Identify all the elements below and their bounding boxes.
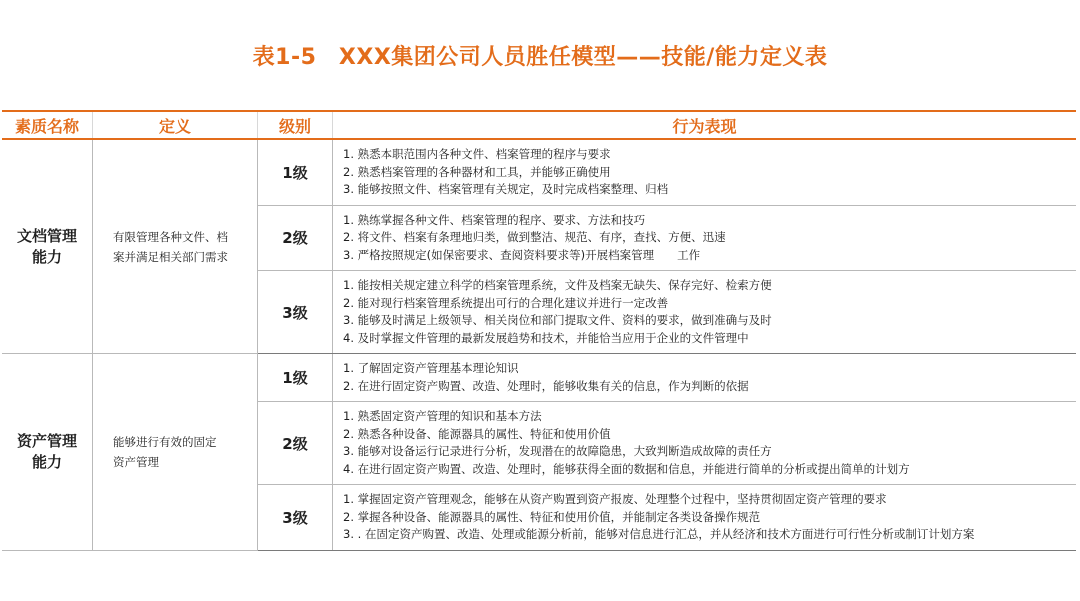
behavior-cell (333, 485, 1077, 551)
header-level: 级别 (258, 111, 333, 139)
competency-definition (93, 354, 258, 551)
definition-line: 能够进行有效的固定 (113, 434, 217, 449)
table-row (2, 354, 1076, 402)
behavior-item: 2. 能对现行档案管理系统提出可行的合理化建议并进行一定改善 (343, 295, 669, 310)
behavior-item: 4. 及时掌握文件管理的最新发展趋势和技术，并能恰当应用于企业的文件管理中 (343, 330, 749, 345)
competency-table (2, 110, 1076, 551)
behavior-cell (333, 205, 1077, 271)
behavior-item: 1. 熟悉本职范围内各种文件、档案管理的程序与要求 (343, 147, 611, 161)
behavior-item: 2. 掌握各种设备、能源器具的属性、特征和使用价值，并能制定各类设备操作规范 (343, 509, 761, 524)
table-header-row (2, 111, 1076, 139)
behavior-item: 1. 熟练掌握各种文件、档案管理的程序、要求、方法和技巧 (343, 212, 646, 227)
level-cell: 2级 (258, 205, 333, 271)
level-cell: 2级 (258, 402, 333, 485)
level-cell: 3级 (258, 271, 333, 354)
competency-name-line: 文档管理 (16, 226, 77, 245)
definition-line: 有限管理各种文件、档 (113, 229, 228, 244)
behavior-item: 1. 熟悉固定资产管理的知识和基本方法 (343, 409, 542, 423)
page-title: 表1-5 XXX集团公司人员胜任模型——技能/能力定义表 (252, 45, 828, 70)
behavior-item: 2. 熟悉各种设备、能源器具的属性、特征和使用价值 (343, 426, 611, 441)
behavior-item: 1. 了解固定资产管理基本理论知识 (343, 361, 519, 375)
behavior-item: 2. 在进行固定资产购置、改造、处理时，能够收集有关的信息，作为判断的依据 (343, 378, 749, 393)
behavior-cell (333, 402, 1077, 485)
level-cell: 1级 (258, 354, 333, 402)
header-definition: 定义 (93, 111, 258, 139)
competency-name-line: 资产管理 (16, 431, 77, 450)
competency-name (2, 354, 93, 551)
behavior-cell (333, 271, 1077, 354)
behavior-item: 2. 熟悉档案管理的各种器材和工具，并能够正确使用 (343, 164, 611, 179)
header-behavior: 行为表现 (333, 111, 1077, 139)
header-competency: 素质名称 (2, 111, 93, 139)
competency-name-line: 能力 (31, 247, 62, 266)
level-cell: 1级 (258, 139, 333, 205)
definition-line: 资产管理 (113, 454, 159, 469)
behavior-item: 3. 能够对设备运行记录进行分析，发现潜在的故障隐患，大致判断造成故障的责任方 (343, 444, 772, 458)
behavior-cell (333, 354, 1077, 402)
behavior-item: 3. 能够及时满足上级领导、相关岗位和部门提取文件、资料的要求，做到准确与及时 (343, 313, 772, 327)
level-cell: 3级 (258, 485, 333, 551)
behavior-item: 3. . 在固定资产购置、改造、处理或能源分析前，能够对信息进行汇总，并从经济和技术方面进行可行性分析或制订计划方案 (343, 527, 975, 541)
behavior-item: 4. 在进行固定资产购置、改造、处理时，能够获得全面的数据和信息，并能进行简单的分析或提出简单的计划方 (343, 461, 910, 476)
table-row (2, 139, 1076, 205)
behavior-item: 3. 严格按照规定(如保密要求、查阅资料要求等)开展档案管理 工作 (343, 247, 701, 262)
behavior-item: 2. 将文件、档案有条理地归类，做到整洁、规范、有序，查找、方便、迅速 (343, 230, 726, 244)
behavior-item: 1. 能按相关规定建立科学的档案管理系统，文件及档案无缺失、保存完好、检索方便 (343, 278, 772, 292)
definition-line: 案并满足相关部门需求 (113, 249, 228, 264)
behavior-item: 1. 掌握固定资产管理观念，能够在从资产购置到资产报废、处理整个过程中，坚持贯彻固定资产管理的要求 (343, 492, 887, 506)
behavior-cell (333, 139, 1077, 205)
behavior-item: 3. 能够按照文件、档案管理有关规定，及时完成档案整理、归档 (343, 182, 669, 196)
competency-name-line: 能力 (31, 452, 62, 471)
competency-name (2, 139, 93, 354)
competency-definition (93, 139, 258, 354)
